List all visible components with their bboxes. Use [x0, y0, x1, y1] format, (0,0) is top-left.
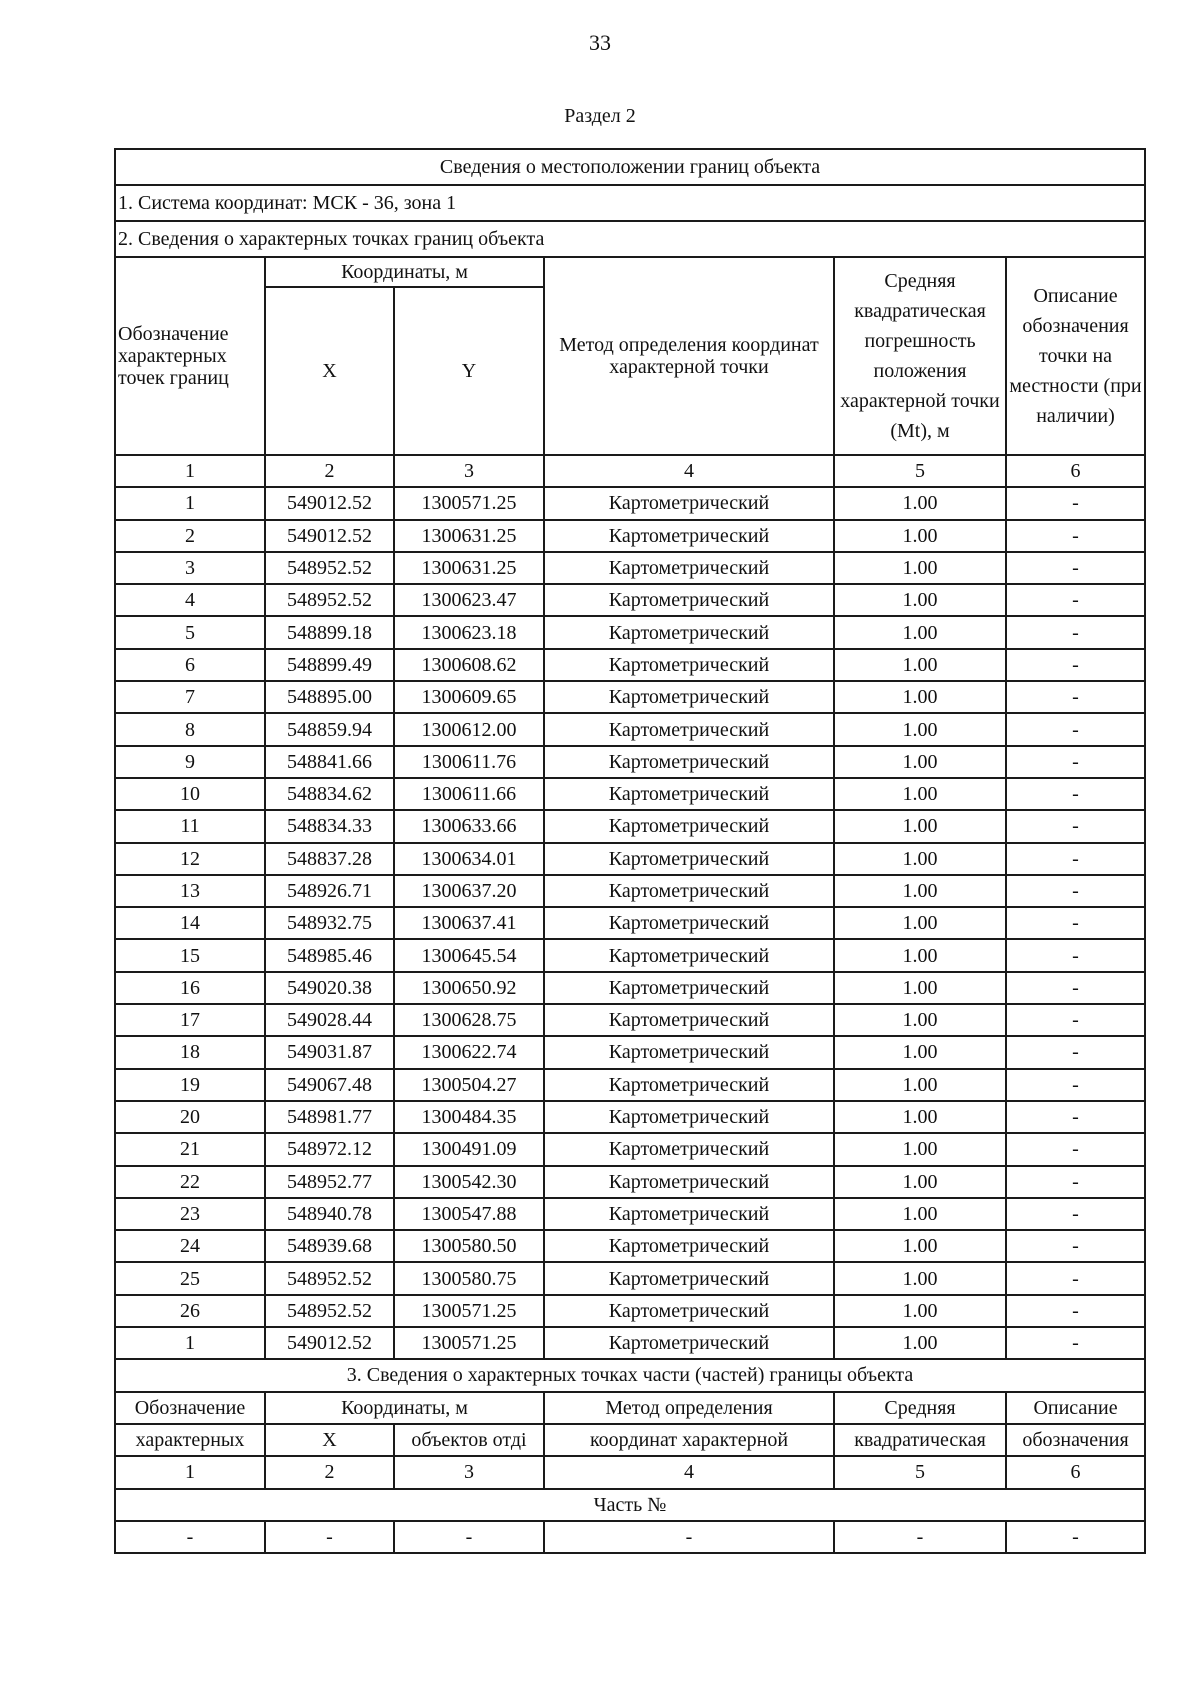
table-row	[115, 520, 1145, 552]
y-coordinate-cell: 1300580.50	[394, 1230, 544, 1262]
y-coordinate-cell: 1300612.00	[394, 713, 544, 745]
description-cell: -	[1006, 649, 1145, 681]
y-coordinate-cell: 1300608.62	[394, 649, 544, 681]
point-number-cell: 18	[115, 1036, 265, 1068]
rmse-cell: 1.00	[834, 1069, 1006, 1101]
x-coordinate-cell: 549020.38	[265, 972, 394, 1004]
method-cell: Картометрический	[544, 810, 834, 842]
method-cell: Картометрический	[544, 1198, 834, 1230]
point-number-cell: 24	[115, 1230, 265, 1262]
rmse-cell: 1.00	[834, 1198, 1006, 1230]
method-cell: Картометрический	[544, 1101, 834, 1133]
point-number-cell: 26	[115, 1295, 265, 1327]
method-cell: Картометрический	[544, 1036, 834, 1068]
column-number: 1	[115, 455, 265, 487]
method-cell: Картометрический	[544, 520, 834, 552]
point-number-cell: 2	[115, 520, 265, 552]
x-coordinate-cell: 548985.46	[265, 939, 394, 971]
point-number-cell: 4	[115, 584, 265, 616]
point-number-cell: 9	[115, 746, 265, 778]
y-coordinate-cell: 1300611.66	[394, 778, 544, 810]
x-coordinate-cell: 548952.77	[265, 1166, 394, 1198]
part-header-y: объектов отді	[394, 1424, 544, 1456]
rmse-cell: 1.00	[834, 713, 1006, 745]
description-cell: -	[1006, 1069, 1145, 1101]
y-coordinate-cell: 1300542.30	[394, 1166, 544, 1198]
table-row	[115, 939, 1145, 971]
part-rmse-cell: -	[834, 1521, 1006, 1553]
method-cell: Картометрический	[544, 1295, 834, 1327]
part-y-coordinate-cell: -	[394, 1521, 544, 1553]
method-cell: Картометрический	[544, 1133, 834, 1165]
x-coordinate-cell: 548952.52	[265, 1295, 394, 1327]
table-row	[115, 649, 1145, 681]
method-cell: Картометрический	[544, 681, 834, 713]
description-cell: -	[1006, 1230, 1145, 1262]
point-number-cell: 12	[115, 843, 265, 875]
part-point-number-cell: -	[115, 1521, 265, 1553]
method-cell: Картометрический	[544, 1262, 834, 1294]
description-cell: -	[1006, 1004, 1145, 1036]
rmse-cell: 1.00	[834, 616, 1006, 648]
part-header-coordinates: Координаты, м	[265, 1392, 544, 1424]
y-coordinate-cell: 1300609.65	[394, 681, 544, 713]
y-coordinate-cell: 1300645.54	[394, 939, 544, 971]
header-point-designation: Обозначение характерных точек границ	[115, 257, 265, 455]
y-coordinate-cell: 1300571.25	[394, 487, 544, 519]
part-header-rmse-2: квадратическая	[834, 1424, 1006, 1456]
y-coordinate-cell: 1300491.09	[394, 1133, 544, 1165]
method-cell: Картометрический	[544, 1069, 834, 1101]
table-row	[115, 552, 1145, 584]
rmse-cell: 1.00	[834, 843, 1006, 875]
subsection-3-title: 3. Сведения о характерных точках части (частей) границы объекта	[115, 1359, 1145, 1391]
table-row	[115, 1069, 1145, 1101]
subsection-2-title: 2. Сведения о характерных точках границ объекта	[115, 221, 1145, 257]
x-coordinate-cell: 548837.28	[265, 843, 394, 875]
description-cell: -	[1006, 520, 1145, 552]
description-cell: -	[1006, 1198, 1145, 1230]
rmse-cell: 1.00	[834, 972, 1006, 1004]
x-coordinate-cell: 548939.68	[265, 1230, 394, 1262]
column-number: 6	[1006, 455, 1145, 487]
column-number: 4	[544, 455, 834, 487]
header-coordinates: Координаты, м	[265, 257, 544, 287]
method-cell: Картометрический	[544, 746, 834, 778]
point-number-cell: 10	[115, 778, 265, 810]
x-coordinate-cell: 549012.52	[265, 1327, 394, 1359]
table-row	[115, 1101, 1145, 1133]
x-coordinate-cell: 548899.18	[265, 616, 394, 648]
method-cell: Картометрический	[544, 1004, 834, 1036]
part-label: Часть №	[115, 1489, 1145, 1521]
description-cell: -	[1006, 1262, 1145, 1294]
description-cell: -	[1006, 778, 1145, 810]
method-cell: Картометрический	[544, 972, 834, 1004]
description-cell: -	[1006, 1166, 1145, 1198]
table-row	[115, 1327, 1145, 1359]
part-column-number-row	[115, 1456, 1145, 1488]
description-cell: -	[1006, 810, 1145, 842]
table-row	[115, 616, 1145, 648]
table-row	[115, 778, 1145, 810]
description-cell: -	[1006, 939, 1145, 971]
description-cell: -	[1006, 1133, 1145, 1165]
y-coordinate-cell: 1300484.35	[394, 1101, 544, 1133]
point-number-cell: 6	[115, 649, 265, 681]
y-coordinate-cell: 1300637.41	[394, 907, 544, 939]
part-column-number: 5	[834, 1456, 1006, 1488]
y-coordinate-cell: 1300611.76	[394, 746, 544, 778]
y-coordinate-cell: 1300547.88	[394, 1198, 544, 1230]
x-coordinate-cell: 548926.71	[265, 875, 394, 907]
section-title: Раздел 2	[564, 105, 636, 127]
description-cell: -	[1006, 875, 1145, 907]
rmse-cell: 1.00	[834, 584, 1006, 616]
point-number-cell: 16	[115, 972, 265, 1004]
rmse-cell: 1.00	[834, 1133, 1006, 1165]
method-cell: Картометрический	[544, 843, 834, 875]
point-number-cell: 3	[115, 552, 265, 584]
table-row	[115, 1004, 1145, 1036]
method-cell: Картометрический	[544, 875, 834, 907]
x-coordinate-cell: 548899.49	[265, 649, 394, 681]
table-row	[115, 1295, 1145, 1327]
point-number-cell: 5	[115, 616, 265, 648]
part-header-x: X	[265, 1424, 394, 1456]
x-coordinate-cell: 549067.48	[265, 1069, 394, 1101]
x-coordinate-cell: 548981.77	[265, 1101, 394, 1133]
y-coordinate-cell: 1300634.01	[394, 843, 544, 875]
part-header-method-2: координат характерной	[544, 1424, 834, 1456]
part-x-coordinate-cell: -	[265, 1521, 394, 1553]
description-cell: -	[1006, 1295, 1145, 1327]
part-header-method: Метод определения	[544, 1392, 834, 1424]
rmse-cell: 1.00	[834, 1262, 1006, 1294]
page-number: 33	[589, 30, 611, 55]
table-row	[115, 681, 1145, 713]
x-coordinate-cell: 548952.52	[265, 584, 394, 616]
x-coordinate-cell: 548952.52	[265, 552, 394, 584]
rmse-cell: 1.00	[834, 778, 1006, 810]
part-header-description: Описание	[1006, 1392, 1145, 1424]
point-number-cell: 8	[115, 713, 265, 745]
table-row	[115, 746, 1145, 778]
x-coordinate-cell: 548895.00	[265, 681, 394, 713]
x-coordinate-cell: 548932.75	[265, 907, 394, 939]
point-number-cell: 7	[115, 681, 265, 713]
description-cell: -	[1006, 616, 1145, 648]
point-number-cell: 13	[115, 875, 265, 907]
boundary-table	[114, 148, 1146, 1554]
part-header-point-designation-2: характерных	[115, 1424, 265, 1456]
rmse-cell: 1.00	[834, 1036, 1006, 1068]
table-row	[115, 875, 1145, 907]
point-number-cell: 20	[115, 1101, 265, 1133]
header-method: Метод определения координат характерной точки	[544, 257, 834, 455]
table-row	[115, 713, 1145, 745]
x-coordinate-cell: 548834.62	[265, 778, 394, 810]
rmse-cell: 1.00	[834, 939, 1006, 971]
x-coordinate-cell: 548972.12	[265, 1133, 394, 1165]
y-coordinate-cell: 1300637.20	[394, 875, 544, 907]
header-x: X	[265, 287, 394, 455]
y-coordinate-cell: 1300571.25	[394, 1295, 544, 1327]
method-cell: Картометрический	[544, 778, 834, 810]
point-number-cell: 17	[115, 1004, 265, 1036]
table-row	[115, 1166, 1145, 1198]
table-row	[115, 810, 1145, 842]
y-coordinate-cell: 1300623.18	[394, 616, 544, 648]
method-cell: Картометрический	[544, 713, 834, 745]
table-title: Сведения о местоположении границ объекта	[115, 149, 1145, 185]
column-number-row	[115, 455, 1145, 487]
description-cell: -	[1006, 746, 1145, 778]
x-coordinate-cell: 549028.44	[265, 1004, 394, 1036]
method-cell: Картометрический	[544, 552, 834, 584]
rmse-cell: 1.00	[834, 487, 1006, 519]
x-coordinate-cell: 549012.52	[265, 520, 394, 552]
description-cell: -	[1006, 1101, 1145, 1133]
y-coordinate-cell: 1300623.47	[394, 584, 544, 616]
point-number-cell: 15	[115, 939, 265, 971]
description-cell: -	[1006, 487, 1145, 519]
part-table-row	[115, 1521, 1145, 1553]
description-cell: -	[1006, 681, 1145, 713]
rmse-cell: 1.00	[834, 681, 1006, 713]
table-row	[115, 1230, 1145, 1262]
x-coordinate-cell: 548859.94	[265, 713, 394, 745]
method-cell: Картометрический	[544, 1327, 834, 1359]
rmse-cell: 1.00	[834, 1327, 1006, 1359]
table-row	[115, 843, 1145, 875]
part-header-rmse: Средняя	[834, 1392, 1006, 1424]
part-column-number: 1	[115, 1456, 265, 1488]
y-coordinate-cell: 1300631.25	[394, 520, 544, 552]
x-coordinate-cell: 548940.78	[265, 1198, 394, 1230]
rmse-cell: 1.00	[834, 520, 1006, 552]
method-cell: Картометрический	[544, 584, 834, 616]
method-cell: Картометрический	[544, 907, 834, 939]
column-number: 3	[394, 455, 544, 487]
part-column-number: 4	[544, 1456, 834, 1488]
rmse-cell: 1.00	[834, 1166, 1006, 1198]
column-number: 2	[265, 455, 394, 487]
part-header-description-2: обозначения	[1006, 1424, 1145, 1456]
x-coordinate-cell: 548834.33	[265, 810, 394, 842]
table-row	[115, 1262, 1145, 1294]
rmse-cell: 1.00	[834, 1295, 1006, 1327]
y-coordinate-cell: 1300571.25	[394, 1327, 544, 1359]
x-coordinate-cell: 549012.52	[265, 487, 394, 519]
point-number-cell: 14	[115, 907, 265, 939]
table-row	[115, 1036, 1145, 1068]
point-number-cell: 22	[115, 1166, 265, 1198]
coordinate-system: 1. Система координат: МСК - 36, зона 1	[115, 185, 1145, 221]
y-coordinate-cell: 1300633.66	[394, 810, 544, 842]
part-column-number: 2	[265, 1456, 394, 1488]
rmse-cell: 1.00	[834, 810, 1006, 842]
method-cell: Картометрический	[544, 1230, 834, 1262]
header-rmse: Средняя квадратическая погрешность положения характерной точки (Mt), м	[834, 257, 1006, 455]
table-row	[115, 584, 1145, 616]
description-cell: -	[1006, 713, 1145, 745]
description-cell: -	[1006, 907, 1145, 939]
point-number-cell: 21	[115, 1133, 265, 1165]
table-row	[115, 1133, 1145, 1165]
part-header-point-designation: Обозначение	[115, 1392, 265, 1424]
y-coordinate-cell: 1300580.75	[394, 1262, 544, 1294]
method-cell: Картометрический	[544, 649, 834, 681]
method-cell: Картометрический	[544, 487, 834, 519]
part-column-number: 3	[394, 1456, 544, 1488]
description-cell: -	[1006, 1327, 1145, 1359]
rmse-cell: 1.00	[834, 746, 1006, 778]
header-y: Y	[394, 287, 544, 455]
y-coordinate-cell: 1300631.25	[394, 552, 544, 584]
description-cell: -	[1006, 972, 1145, 1004]
column-number: 5	[834, 455, 1006, 487]
rmse-cell: 1.00	[834, 875, 1006, 907]
description-cell: -	[1006, 552, 1145, 584]
y-coordinate-cell: 1300628.75	[394, 1004, 544, 1036]
table-row	[115, 907, 1145, 939]
x-coordinate-cell: 548952.52	[265, 1262, 394, 1294]
part-description-cell: -	[1006, 1521, 1145, 1553]
y-coordinate-cell: 1300504.27	[394, 1069, 544, 1101]
rmse-cell: 1.00	[834, 552, 1006, 584]
point-number-cell: 25	[115, 1262, 265, 1294]
part-method-cell: -	[544, 1521, 834, 1553]
table-row	[115, 487, 1145, 519]
description-cell: -	[1006, 843, 1145, 875]
part-column-number: 6	[1006, 1456, 1145, 1488]
x-coordinate-cell: 548841.66	[265, 746, 394, 778]
header-description: Описание обозначения точки на местности (при наличии)	[1006, 257, 1145, 455]
method-cell: Картометрический	[544, 616, 834, 648]
rmse-cell: 1.00	[834, 1004, 1006, 1036]
x-coordinate-cell: 549031.87	[265, 1036, 394, 1068]
table-row	[115, 972, 1145, 1004]
point-number-cell: 19	[115, 1069, 265, 1101]
rmse-cell: 1.00	[834, 1230, 1006, 1262]
description-cell: -	[1006, 584, 1145, 616]
description-cell: -	[1006, 1036, 1145, 1068]
table-row	[115, 1198, 1145, 1230]
y-coordinate-cell: 1300650.92	[394, 972, 544, 1004]
point-number-cell: 1	[115, 487, 265, 519]
point-number-cell: 23	[115, 1198, 265, 1230]
rmse-cell: 1.00	[834, 907, 1006, 939]
point-number-cell: 1	[115, 1327, 265, 1359]
rmse-cell: 1.00	[834, 1101, 1006, 1133]
rmse-cell: 1.00	[834, 649, 1006, 681]
point-number-cell: 11	[115, 810, 265, 842]
y-coordinate-cell: 1300622.74	[394, 1036, 544, 1068]
method-cell: Картометрический	[544, 1166, 834, 1198]
method-cell: Картометрический	[544, 939, 834, 971]
